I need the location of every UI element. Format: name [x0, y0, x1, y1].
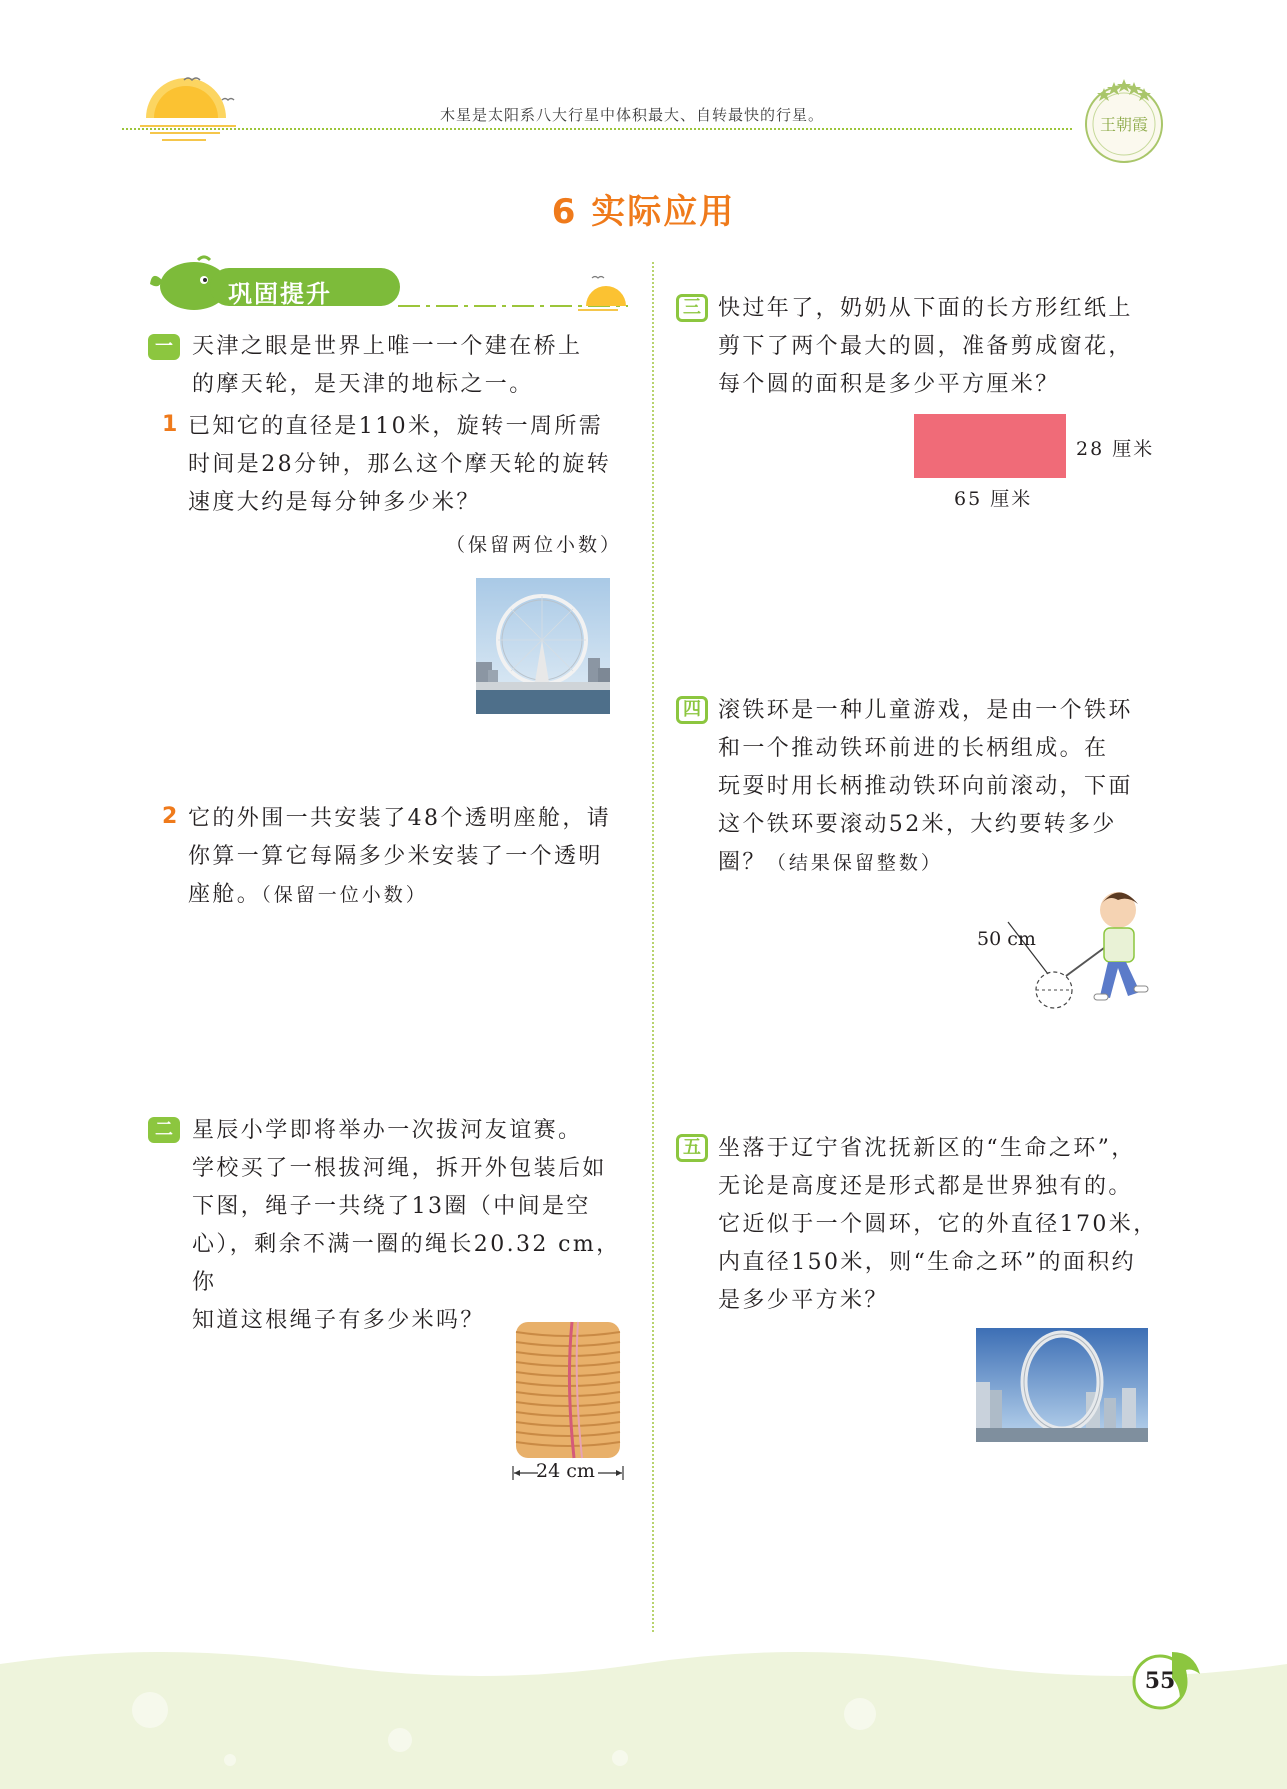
problem-4-line: 滚铁环是一种儿童游戏，是由一个铁环 [718, 698, 1133, 723]
problem-5-line: 坐落于辽宁省沈抚新区的“生命之环”， [718, 1136, 1136, 1161]
ring-of-life-illustration [976, 1328, 1148, 1442]
problem-5-line: 内直径150米，则“生命之环”的面积约 [718, 1250, 1137, 1275]
subquestion-1-line: 已知它的直径是110米，旋转一周所需 [188, 414, 604, 439]
problem-5-text [718, 1130, 1178, 1320]
problem-badge-3: 三 [676, 294, 708, 322]
problem-badge-5: 五 [676, 1134, 708, 1162]
footer-decoration [0, 1640, 1287, 1789]
problem-4-line: 玩耍时用长柄推动铁环向前滚动，下面 [718, 774, 1133, 799]
subquestion-1-note: （保留两位小数） [446, 534, 623, 556]
hoop-diameter-label: 50 cm [977, 928, 1036, 950]
problem-4-line: 和一个推动铁环前进的长柄组成。在 [718, 736, 1109, 761]
ring-of-life-photo [976, 1328, 1148, 1442]
header-divider [122, 128, 1072, 130]
paper-width-label: 65 厘米 [954, 488, 1033, 510]
problem-4-line: 这个铁环要滚动52米，大约要转多少 [718, 812, 1117, 837]
problem-2-line: 星辰小学即将举办一次拔河友谊赛。 [192, 1118, 583, 1143]
hoop-rolling-illustration [970, 882, 1170, 1022]
problem-badge-1: 一 [148, 334, 180, 360]
column-divider [652, 262, 654, 1632]
problem-4-line: 圈？ [718, 850, 767, 875]
problem-3-line: 剪下了两个最大的圆，准备剪成窗花， [718, 334, 1133, 359]
subquestion-2-line: 它的外围一共安装了48个透明座舱，请 [188, 806, 612, 831]
problem-2-text [192, 1112, 642, 1340]
rope-coil-illustration [508, 1318, 628, 1482]
problem-2-line: 心），剩余不满一圈的绳长20.32 cm，你 [192, 1232, 621, 1295]
subquestion-2-line: 你算一算它每隔多少米安装了一个透明 [188, 844, 603, 869]
problem-3-text [718, 290, 1178, 404]
problem-1-intro [192, 328, 642, 404]
problem-badge-2: 二 [148, 1117, 180, 1143]
subquestion-2-note: （保留一位小数） [261, 884, 428, 906]
sun-icon [140, 72, 250, 152]
subquestion-2-text [188, 800, 648, 914]
problem-4-text [718, 692, 1178, 882]
problem-4-note: （结果保留整数） [766, 852, 943, 874]
subquestion-1-line: 速度大约是每分钟多少米？ [188, 490, 481, 515]
problem-2-line: 学校买了一根拔河绳，拆开外包装后如 [192, 1156, 607, 1181]
subquestion-1-text [188, 408, 648, 522]
ferris-wheel-photo [476, 578, 610, 714]
page-number: 55 [1144, 1668, 1176, 1694]
section-banner [148, 254, 628, 320]
ferris-wheel-illustration [476, 578, 610, 714]
problem-5-line: 是多少平方米？ [718, 1288, 889, 1313]
logo-seal-icon [1078, 74, 1170, 166]
problem-badge-4: 四 [676, 696, 708, 724]
problem-3-line: 快过年了，奶奶从下面的长方形红纸上 [718, 296, 1133, 321]
rope-width-label: 24 cm [536, 1460, 595, 1482]
problem-5-line: 它近似于一个圆环，它的外直径170米， [718, 1212, 1158, 1237]
problem-5-line: 无论是高度还是形式都是世界独有的。 [718, 1174, 1133, 1199]
logo-text: 王朝霞 [1099, 115, 1149, 134]
subquestion-number-2: 2 [162, 804, 178, 829]
problem-3-line: 每个圆的面积是多少平方厘米？ [718, 372, 1060, 397]
paper-height-label: 28 厘米 [1076, 438, 1155, 460]
problem-2-line: 知道这根绳子有多少米吗？ [192, 1308, 485, 1333]
red-paper-rectangle [914, 414, 1066, 478]
header-fact: 木星是太阳系八大行星中体积最大、自转最快的行星。 [440, 106, 825, 124]
problem-1-intro-line: 天津之眼是世界上唯一一个建在桥上 [192, 334, 583, 359]
section-label: 巩固提升 [228, 280, 332, 308]
problem-1-intro-line: 的摩天轮，是天津的地标之一。 [192, 372, 534, 397]
subquestion-1-line: 时间是28分钟，那么这个摩天轮的旋转 [188, 452, 612, 477]
publisher-logo [1078, 74, 1170, 166]
subquestion-2-line: 座舱。 [188, 882, 262, 907]
subquestion-number-1: 1 [162, 412, 178, 437]
problem-2-line: 下图，绳子一共绕了13圈（中间是空 [192, 1194, 591, 1219]
chapter-title: 6 实际应用 [551, 192, 736, 232]
